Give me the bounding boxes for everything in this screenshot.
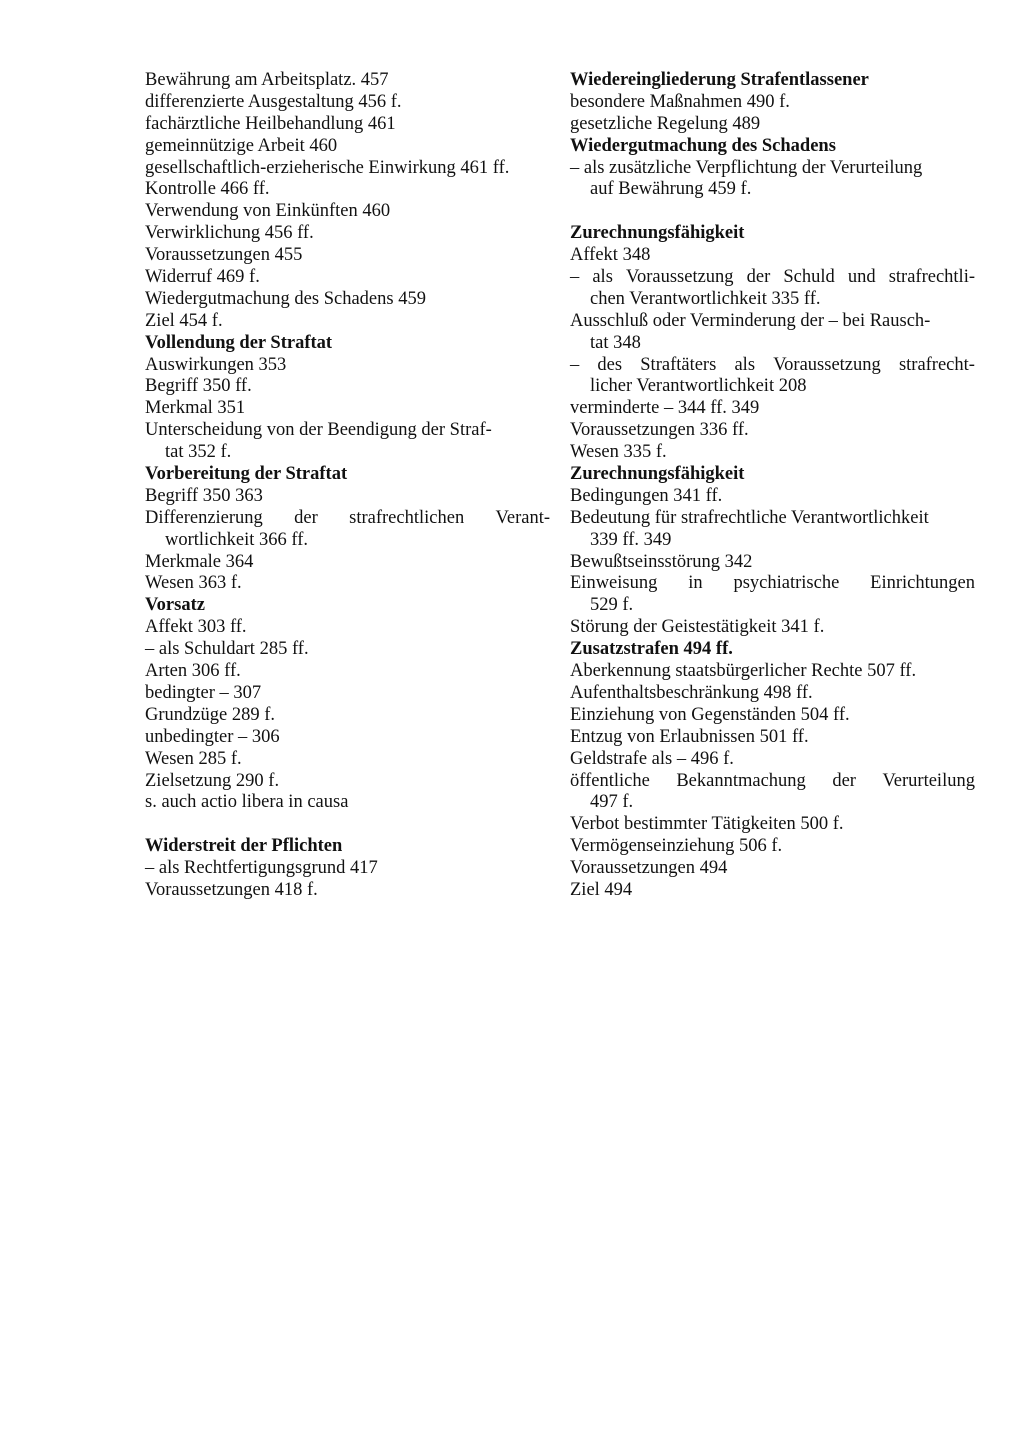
index-entry: Zielsetzung 290 f. [145, 770, 280, 791]
index-entry: – als Rechtfertigungsgrund 417 [145, 858, 378, 879]
index-entry: Aufenthaltsbeschränkung 498 ff. [570, 682, 813, 703]
index-entry: Verwirklichung 456 ff. [145, 223, 314, 244]
index-heading: Vollendung der Straftat [145, 332, 333, 353]
index-entry: Verwendung von Einkünften 460 [145, 201, 391, 222]
index-heading: Wiedergutmachung des Schadens [570, 135, 836, 156]
index-continuation: chen Verantwortlichkeit 335 ff. [590, 288, 821, 309]
index-entry: Wesen 285 f. [145, 748, 242, 769]
spacer [570, 201, 975, 223]
index-entry: Störung der Geistestätigkeit 341 f. [570, 617, 825, 638]
index-continuation: wortlichkeit 366 ff. [165, 529, 309, 550]
index-continuation: 497 f. [590, 792, 634, 813]
index-continuation: auf Bewährung 459 f. [590, 179, 752, 200]
index-entry: Widerruf 469 f. [145, 267, 260, 288]
index-entry: Verbot bestimmter Tätigkeiten 500 f. [570, 814, 844, 835]
index-entry: Arten 306 ff. [145, 661, 241, 682]
index-entry: Kontrolle 466 ff. [145, 179, 270, 200]
index-entry: Wesen 335 f. [570, 442, 667, 463]
index-heading: Widerstreit der Pflichten [145, 836, 343, 857]
index-entry: Unterscheidung von der Beendigung der Straf- [145, 420, 492, 441]
index-column-left [145, 70, 550, 902]
index-entry: Bedeutung für strafrechtliche Verantwortlichkeit [570, 507, 929, 528]
index-entry: Begriff 350 ff. [145, 376, 252, 397]
index-heading: Zurechnungsfähigkeit [570, 223, 745, 244]
index-entry: Voraussetzungen 455 [145, 245, 303, 266]
index-column-right [570, 70, 975, 902]
index-entry: gesetzliche Regelung 489 [570, 113, 761, 134]
index-entry: – als Voraussetzung der Schuld und strafrechtli- [570, 267, 975, 288]
index-entry: Vermögenseinziehung 506 f. [570, 836, 783, 857]
index-entry: Bewußtseinsstörung 342 [570, 551, 753, 572]
index-entry: – als zusätzliche Verpflichtung der Verurteilung [570, 157, 923, 178]
index-entry: gemeinnützige Arbeit 460 [145, 135, 338, 156]
index-continuation: tat 352 f. [165, 442, 232, 463]
index-entry: Entzug von Erlaubnissen 501 ff. [570, 726, 809, 747]
index-entry: Affekt 348 [570, 245, 651, 266]
index-entry: Einweisung in psychiatrische Einrichtungen [570, 573, 975, 594]
index-entry: s. auch actio libera in causa [145, 792, 349, 813]
index-entry: Merkmale 364 [145, 551, 254, 572]
index-entry: – als Schuldart 285 ff. [145, 639, 309, 660]
index-entry: Wesen 363 f. [145, 573, 242, 594]
index-heading: Vorbereitung der Straftat [145, 464, 348, 485]
index-entry: Ziel 494 [570, 879, 633, 900]
index-entry: Bedingungen 341 ff. [570, 485, 723, 506]
index-entry: gesellschaftlich-erzieherische Einwirkung 461 ff. [145, 157, 510, 178]
index-continuation: licher Verantwortlichkeit 208 [590, 376, 807, 397]
index-entry: Auswirkungen 353 [145, 354, 287, 375]
index-entry: Begriff 350 363 [145, 485, 263, 506]
index-entry: Einziehung von Gegenständen 504 ff. [570, 704, 850, 725]
index-continuation: 339 ff. 349 [590, 529, 672, 550]
index-entry: Geldstrafe als – 496 f. [570, 748, 734, 769]
index-continuation: 529 f. [590, 595, 634, 616]
index-heading: Zusatzstrafen 494 ff. [570, 639, 733, 660]
index-continuation: tat 348 [590, 332, 641, 353]
index-entry: – des Straftäters als Voraussetzung strafrecht- [570, 354, 975, 375]
index-entry: Bewährung am Arbeitsplatz. 457 [145, 70, 389, 90]
index-entry: besondere Maßnahmen 490 f. [570, 91, 790, 112]
index-heading: Wiedereingliederung Strafentlassener [570, 70, 869, 90]
index-entry: Aberkennung staatsbürgerlicher Rechte 507 ff. [570, 661, 917, 682]
index-entry: Merkmal 351 [145, 398, 246, 419]
index-entry: verminderte – 344 ff. 349 [570, 398, 760, 419]
spacer [145, 814, 550, 836]
index-entry: Grundzüge 289 f. [145, 704, 275, 725]
index-heading: Vorsatz [145, 595, 205, 616]
index-entry: Differenzierung der strafrechtlichen Verant- [145, 507, 550, 528]
index-entry: Wiedergutmachung des Schadens 459 [145, 288, 426, 309]
index-entry: Ausschluß oder Verminderung der – bei Rausch- [570, 310, 931, 331]
index-entry: differenzierte Ausgestaltung 456 f. [145, 91, 402, 112]
index-entry: öffentliche Bekanntmachung der Verurteilung [570, 770, 975, 791]
index-entry: Voraussetzungen 336 ff. [570, 420, 749, 441]
index-entry: Voraussetzungen 494 [570, 858, 728, 879]
index-entry: fachärztliche Heilbehandlung 461 [145, 113, 396, 134]
index-entry: bedingter – 307 [145, 682, 262, 703]
index-heading: Zurechnungsfähigkeit [570, 464, 745, 485]
index-entry: Affekt 303 ff. [145, 617, 247, 638]
index-entry: Voraussetzungen 418 f. [145, 879, 318, 900]
index-entry: unbedingter – 306 [145, 726, 280, 747]
index-entry: Ziel 454 f. [145, 310, 223, 331]
